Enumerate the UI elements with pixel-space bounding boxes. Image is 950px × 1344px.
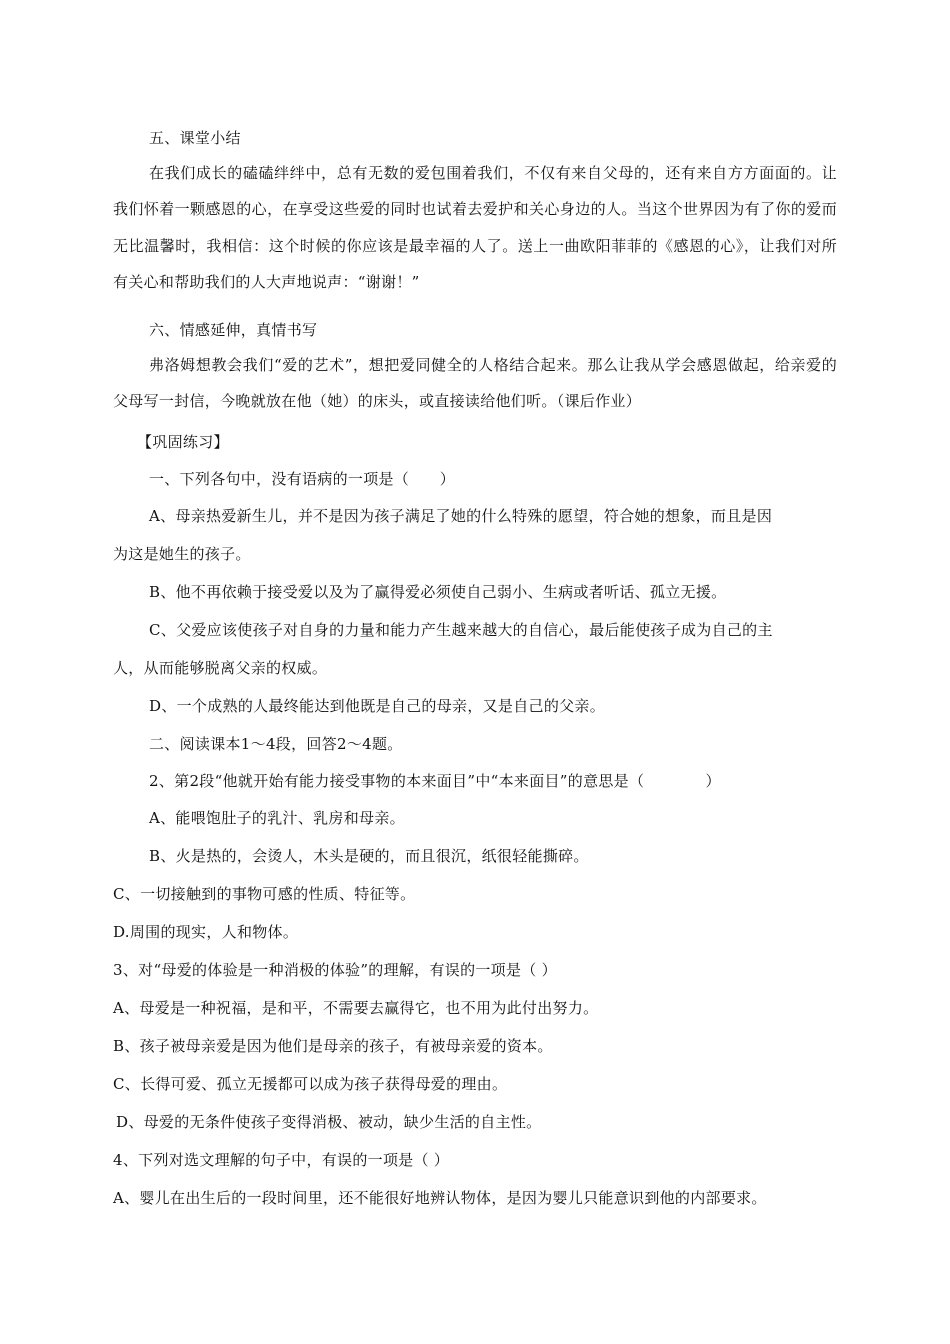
question-3-option-a: A、母爱是一种祝福，是和平，不需要去赢得它，也不用为此付出努力。 bbox=[113, 999, 599, 1017]
question-3-stem: 3、对“母爱的体验是一种消极的体验”的理解，有误的一项是（ ） bbox=[113, 961, 557, 979]
summary-paragraph: 在我们成长的磕磕绊绊中，总有无数的爱包围着我们，不仅有来自父母的，还有来自方方面面的。让我们怀着一颗感恩的心，在享受这些爱的同时也试着去爱护和关心身边的人。当这个世界因为有了你的爱而无比温馨时，我相信：这个时候的你应该是最幸福的人了。送上一曲欧阳菲菲的《感恩的心》，让我们对所有关心和帮助我们的人大声地说声：“谢谢！” bbox=[113, 164, 837, 291]
question-2-option-a: A、能喂饱肚子的乳汁、乳房和母亲。 bbox=[149, 809, 405, 827]
question-1-option-b: B、他不再依赖于接受爱以及为了赢得爱必须使自己弱小、生病或者听话、孤立无援。 bbox=[149, 583, 727, 601]
practice-heading: 【巩固练习】 bbox=[137, 433, 229, 451]
question-1-option-a: A、母亲热爱新生儿，并不是因为孩子满足了她的什么特殊的愿望，符合她的想象，而且是因 bbox=[149, 507, 773, 525]
question-4-option-a: A、婴儿在出生后的一段时间里，还不能很好地辨认物体，是因为婴儿只能意识到他的内部要求。 bbox=[113, 1189, 767, 1207]
extension-paragraph: 弗洛姆想教会我们“爱的艺术”，想把爱同健全的人格结合起来。那么让我从学会感恩做起，给亲爱的父母写一封信，今晚就放在他（她）的床头，或直接读给他们听。（课后作业） bbox=[113, 356, 837, 411]
question-3-option-b: B、孩子被母亲爱是因为他们是母亲的孩子，有被母亲爱的资本。 bbox=[113, 1037, 553, 1055]
question-1-option-c: C、父爱应该使孩子对自身的力量和能力产生越来越大的自信心，最后能使孩子成为自己的主 bbox=[149, 621, 773, 639]
question-1-option-c-cont: 人，从而能够脱离父亲的权威。 bbox=[113, 659, 328, 677]
question-2-option-d: D.周围的现实，人和物体。 bbox=[113, 923, 299, 941]
question-1-option-a-cont: 为这是她生的孩子。 bbox=[113, 545, 251, 563]
section-heading-extension: 六、情感延伸，真情书写 bbox=[149, 321, 318, 339]
question-1-option-d: D、一个成熟的人最终能达到他既是自己的母亲，又是自己的父亲。 bbox=[149, 697, 606, 715]
section-heading-summary: 五、课堂小结 bbox=[149, 129, 241, 147]
question-1-stem: 一、下列各句中，没有语病的一项是（ ） bbox=[149, 470, 456, 488]
question-3-option-d: D、母爱的无条件使孩子变得消极、被动，缺少生活的自主性。 bbox=[116, 1113, 542, 1131]
question-2-stem: 2、第2段“他就开始有能力接受事物的本来面目”中“本来面目”的意思是（ ） bbox=[149, 772, 721, 790]
reading-instruction: 二、阅读课本1～4段，回答2～4题。 bbox=[149, 735, 403, 753]
question-3-option-c: C、长得可爱、孤立无援都可以成为孩子获得母爱的理由。 bbox=[113, 1075, 508, 1093]
question-4-stem: 4、下列对选文理解的句子中，有误的一项是（ ） bbox=[113, 1151, 450, 1169]
question-2-option-c: C、一切接触到的事物可感的性质、特征等。 bbox=[113, 885, 416, 903]
question-2-option-b: B、火是热的，会烫人，木头是硬的，而且很沉，纸很轻能撕碎。 bbox=[149, 847, 589, 865]
